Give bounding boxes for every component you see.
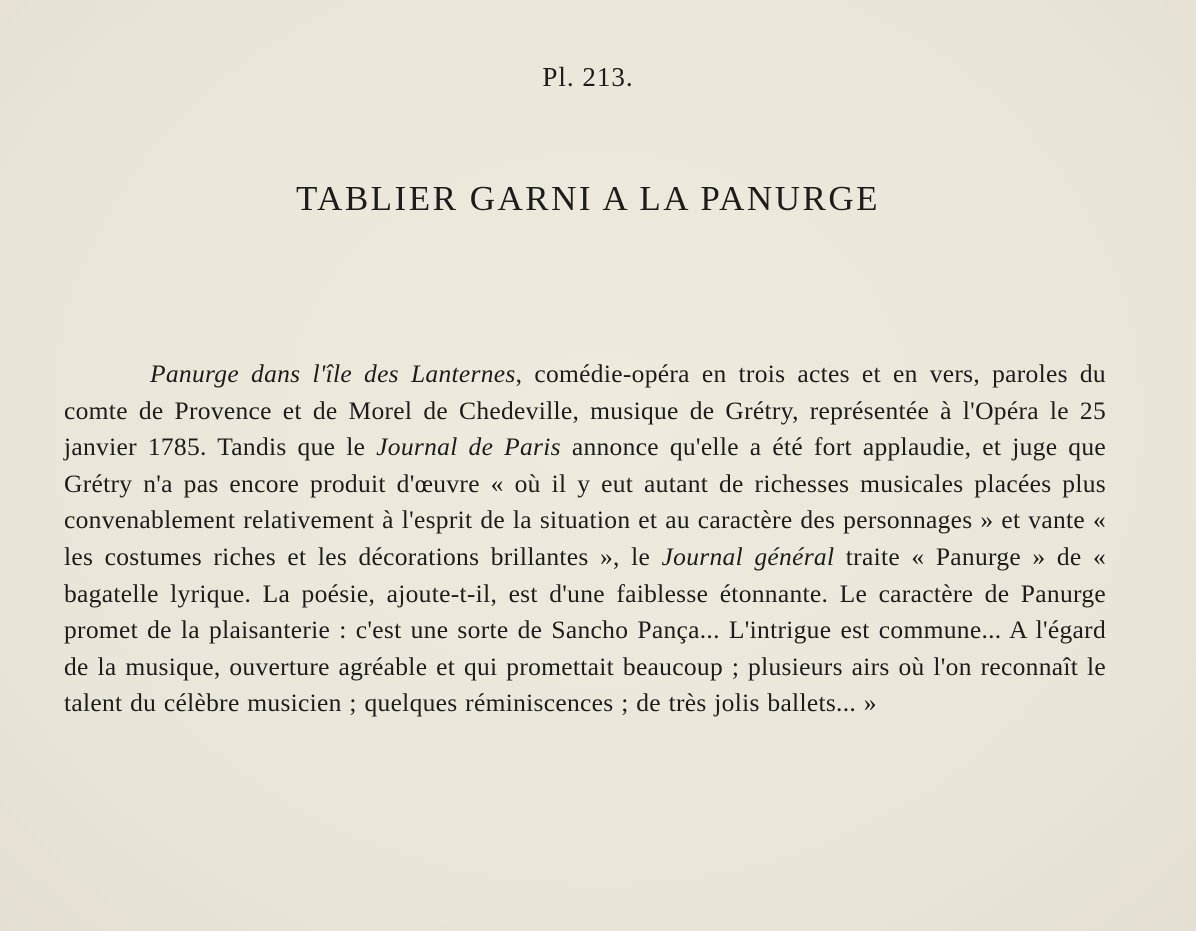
- paragraph-segment-3: traite « Panurge » de « bagatelle lyrique. La poésie, ajoute-t-il, est d'une faiblesse étonnante. Le caractère de Panurge promet de la plaisanterie : c'est une sorte de Sancho Pança... L'intrigue est commune... A l'égard de la musique, ouverture agréable et qui promettait beaucoup ; plusieurs airs où l'on reconnaît le talent du célèbre musicien ; quelques réminiscences ; de très jolis ballets... »: [64, 541, 1106, 718]
- paragraph-segment-2: annonce qu'elle a été fort applaudie, et juge que Grétry n'a pas encore produit d'œuvre « où il y eut autant de richesses musicales placées plus convenablement relativement à l'esprit de la situation et au caractère des personnages » et vante « les costumes riches et les décorations brillantes », le: [64, 432, 1106, 571]
- journal-general-italic: Journal général: [661, 541, 835, 571]
- page-title: TABLIER GARNI A LA PANURGE: [295, 179, 880, 219]
- journal-de-paris-italic: Journal de Paris: [376, 432, 561, 462]
- paragraph-segment-1: , comédie-opéra en trois actes et en vers, paroles du comte de Provence et de Morel de Chedeville, musique de Grétry, représentée à l'Opéra le 25 janvier 1785. Tandis que le: [64, 359, 1106, 462]
- plate-number: Pl. 213.: [542, 62, 634, 92]
- body-paragraph: [64, 356, 1106, 722]
- opera-title-italic: Panurge dans l'île des Lanternes: [150, 359, 516, 388]
